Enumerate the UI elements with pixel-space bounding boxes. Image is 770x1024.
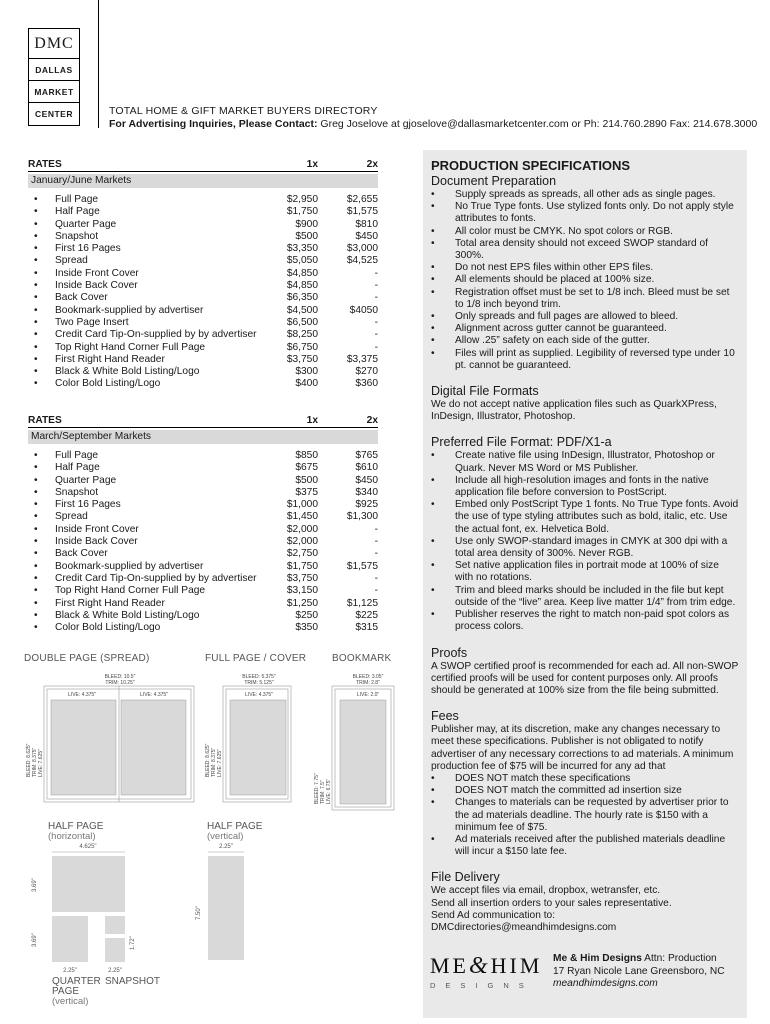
rate-1x: $6,500: [286, 316, 318, 328]
brand-name: Me & Him Designs: [553, 953, 642, 964]
rate-name: Color Bold Listing/Logo: [55, 378, 161, 390]
brand-attn: Attn: Production: [644, 953, 717, 964]
rate-row: [28, 292, 378, 304]
bullet-icon: •: [34, 353, 38, 365]
rate-1x: $1,000: [286, 499, 318, 511]
label-snapshot: SNAPSHOT: [105, 976, 161, 987]
quarter-width: 2.25": [63, 968, 77, 974]
rate-1x: $3,350: [286, 243, 318, 255]
rate-row: [28, 499, 378, 511]
logo-word-center: CENTER: [35, 109, 73, 119]
half-h-width: 4.625": [79, 844, 97, 850]
fees-text: Publisher may, at its discretion, make any changes necessary to meet these specifications. Publisher is not obligated to notify advertiser of any necessary corrections to ad materials. A minimum production fee of $75 will be incurred for any ad that: [431, 724, 734, 772]
rate-name: Full Page: [55, 194, 99, 205]
rate-1x: $4,850: [286, 280, 318, 292]
rates-list: [28, 194, 378, 391]
bookmark-trim: TRIM: 2.8": [356, 680, 380, 686]
bullet-icon: •: [34, 536, 38, 548]
bullet-icon: •: [34, 450, 38, 461]
rate-2x: -: [374, 280, 378, 292]
rate-2x: -: [374, 292, 378, 304]
label-double-page: DOUBLE PAGE (SPREAD): [24, 653, 150, 664]
quarter-label2: PAGE: [52, 986, 80, 997]
rates-title: RATES: [28, 415, 62, 426]
rate-1x: $1,450: [286, 511, 318, 523]
rate-2x: $1,575: [346, 560, 378, 572]
rate-name: Inside Front Cover: [55, 523, 139, 535]
rate-row: [28, 366, 378, 378]
bullet-icon: •: [34, 462, 38, 474]
bullet-icon: •: [34, 609, 38, 621]
rates-title: RATES: [28, 159, 62, 170]
rate-row: [28, 536, 378, 548]
spec-list-item: • Use only SWOP-standard images in CMYK at 300 dpi with a total area density of 300%. Never RGB.: [431, 536, 739, 560]
spec-list-item: • Ad materials received after the published materials deadline will incur a $150 late fee.: [431, 834, 739, 858]
rate-name: Snapshot: [55, 486, 99, 498]
rate-1x: $2,750: [286, 548, 318, 560]
rate-2x: $1,125: [346, 597, 378, 609]
spec-list-item: • Files will print as supplied. Legibility of reversed type under 10 pt. cannot be guaranteed.: [431, 348, 739, 372]
rate-2x: $2,655: [346, 194, 378, 205]
rate-2x: $450: [355, 230, 378, 242]
bullet-icon: •: [34, 572, 38, 584]
rate-name: Snapshot: [55, 230, 99, 242]
rate-row: [28, 511, 378, 523]
brand-web: meandhimdesigns.com: [553, 978, 658, 989]
digital-heading: Digital File Formats: [431, 384, 539, 399]
rates-table-jan-june: [28, 158, 378, 391]
rate-name: First Right Hand Reader: [55, 353, 165, 365]
spec-list-item: • All color must be CMYK. No spot colors or RGB.: [431, 226, 739, 238]
rate-2x: $810: [355, 218, 378, 230]
col-1x: 1x: [306, 415, 318, 426]
brand-street: 17 Ryan Nicole Lane Greensboro, NC: [553, 965, 725, 977]
bullet-icon: •: [34, 622, 38, 634]
rate-row: [28, 268, 378, 280]
rate-1x: $400: [295, 378, 318, 390]
dmc-logo: [28, 28, 80, 126]
rate-name: First Right Hand Reader: [55, 597, 165, 609]
rate-1x: $3,750: [286, 572, 318, 584]
col-1x: 1x: [306, 159, 318, 170]
rate-row: [28, 450, 378, 462]
rate-1x: $8,250: [286, 329, 318, 341]
rate-1x: $300: [295, 366, 318, 378]
half-h-sub: (horizontal): [48, 831, 96, 842]
rate-1x: $3,750: [286, 353, 318, 365]
rates-subtitle: January/June Markets: [28, 174, 378, 188]
specs-title: PRODUCTION SPECIFICATIONS: [431, 158, 631, 173]
spread-live-left: LIVE: 4.375": [68, 692, 96, 698]
rate-name: Credit Card Tip-On-supplied by by advertiser: [55, 572, 257, 584]
spec-list-item: • Publisher reserves the right to match non-paid spot colors as process colors.: [431, 609, 739, 633]
half-h-height: 3.69": [32, 878, 38, 892]
spec-list-item: • Create native file using InDesign, Illustrator, Photoshop or Quark. Never MS Word or MS Publisher.: [431, 450, 739, 474]
rate-name: Top Right Hand Corner Full Page: [55, 341, 206, 353]
bullet-icon: •: [34, 486, 38, 498]
rate-row: [28, 622, 378, 634]
contact-line: [109, 118, 757, 130]
spec-list-item: • Only spreads and full pages are allowed to bleed.: [431, 311, 739, 323]
half-v-sub: (vertical): [207, 831, 244, 842]
bullet-icon: •: [34, 218, 38, 230]
rate-2x: $450: [355, 474, 378, 486]
rate-2x: $610: [355, 462, 378, 474]
spec-list-item: • DOES NOT match the committed ad insertion size: [431, 785, 739, 797]
rate-row: [28, 354, 378, 366]
logo-word-market: MARKET: [29, 81, 79, 103]
rate-row: [28, 255, 378, 267]
rate-name: Bookmark-supplied by advertiser: [55, 304, 204, 316]
half-h-title: HALF PAGE: [48, 821, 104, 832]
snapshot-height: 1.72": [130, 936, 136, 950]
rate-1x: $4,850: [286, 267, 318, 279]
proofs-heading: Proofs: [431, 645, 468, 660]
bullet-icon: •: [34, 280, 38, 292]
rate-name: Black & White Bold Listing/Logo: [55, 366, 200, 378]
rate-name: Half Page: [55, 206, 100, 218]
half-vertical-diagram: [192, 842, 252, 962]
quarter-height: 3.69": [32, 933, 38, 947]
rate-row: [28, 487, 378, 499]
rate-row: [28, 280, 378, 292]
contact-text: Greg Joselove at gjoselove@dallasmarketcenter.com or Ph: 214.760.2890 Fax: 214.678.3000: [320, 118, 758, 130]
rate-1x: $500: [295, 230, 318, 242]
rate-row: [28, 378, 378, 390]
spread-v-bleed: BLEED: 8.625": [26, 743, 32, 777]
spec-list-item: • Alignment across gutter cannot be guaranteed.: [431, 323, 739, 335]
rate-1x: $2,950: [286, 194, 318, 205]
logo-mark: DMC: [29, 29, 79, 59]
full-live: LIVE: 4.375": [245, 692, 273, 698]
half-v-height: 7.50": [196, 906, 202, 920]
bookmark-diagram: [310, 672, 398, 812]
rate-row: [28, 342, 378, 354]
label-half-page-vertical: [207, 822, 262, 842]
rate-row: [28, 329, 378, 341]
spec-list-item: • Include all high-resolution images and fonts in the native application file before conversion to PostScript.: [431, 475, 739, 499]
bullet-icon: •: [34, 548, 38, 560]
rate-row: [28, 598, 378, 610]
spec-list-item: • Allow .25” safety on each side of the gutter.: [431, 335, 739, 347]
rate-row: [28, 317, 378, 329]
doc-prep-heading: Document Preparation: [431, 174, 557, 188]
spec-list-item: • All elements should be placed at 100% size.: [431, 274, 739, 286]
spec-list-item: • No True Type fonts. Use stylized fonts only. Do not apply style attributes to fonts.: [431, 201, 739, 225]
label-bookmark: BOOKMARK: [332, 653, 392, 664]
full-v-bleed: BLEED: 8.625": [205, 743, 211, 777]
rate-1x: $350: [295, 622, 318, 634]
bullet-icon: •: [34, 255, 38, 267]
spec-list-item: • Supply spreads as spreads, all other ads as single pages.: [431, 189, 739, 201]
rate-name: Black & White Bold Listing/Logo: [55, 609, 200, 621]
rate-row: [28, 462, 378, 474]
rate-1x: $3,150: [286, 585, 318, 597]
rate-2x: $1,575: [346, 206, 378, 218]
header-divider: [98, 0, 99, 128]
preferred-heading: Preferred File Format: PDF/X1-a: [431, 435, 612, 450]
rate-name: Inside Front Cover: [55, 267, 139, 279]
bullet-icon: •: [34, 378, 38, 390]
rate-name: Inside Back Cover: [55, 536, 138, 548]
rate-name: Spread: [55, 511, 88, 523]
rates-header: [28, 158, 378, 172]
full-v-trim: TRIM: 8.375": [211, 747, 217, 777]
fees-list: [431, 773, 739, 858]
spec-list-item: • Set native application files in portrait mode at 100% of size with no rotations.: [431, 560, 739, 584]
bookmark-live: LIVE: 2.0": [356, 692, 380, 698]
spread-bleed: BLEED: 10.5": [104, 674, 136, 680]
rate-1x: $2,000: [286, 536, 318, 548]
spread-live-right: LIVE: 4.375": [140, 692, 168, 698]
quarter-label1: QUARTER: [52, 976, 101, 987]
bookmark-v-live: LIVE: 6.75": [326, 778, 332, 804]
spec-list-item: • Changes to materials can be requested by advertiser prior to the ad materials deadline. The hourly rate is $150 with a minimum fee of $75.: [431, 797, 739, 834]
brand-designs: DESIGNS: [430, 981, 534, 990]
rate-name: First 16 Pages: [55, 243, 121, 255]
rates-header: [28, 414, 378, 428]
label-full-page: FULL PAGE / COVER: [205, 653, 307, 664]
rate-row: [28, 194, 378, 206]
snapshot-width: 2.25": [108, 968, 122, 974]
spec-list-item: • Trim and bleed marks should be included in the file but kept outside of the “live” area. Keep live matter 1/4” from trim edge.: [431, 585, 739, 609]
bookmark-bleed: BLEED: 3.05": [352, 674, 384, 680]
rate-2x: -: [374, 572, 378, 584]
bullet-icon: •: [34, 292, 38, 304]
rate-1x: $675: [295, 462, 318, 474]
rate-name: Color Bold Listing/Logo: [55, 622, 161, 634]
rate-row: [28, 305, 378, 317]
half-v-title: HALF PAGE: [207, 821, 263, 832]
rate-2x: $360: [355, 378, 378, 390]
rate-2x: -: [374, 523, 378, 535]
rate-2x: -: [374, 536, 378, 548]
rate-2x: $4,525: [346, 255, 378, 267]
rate-2x: -: [374, 341, 378, 353]
bookmark-v-trim: TRIM: 7.5": [320, 780, 326, 804]
bullet-icon: •: [34, 597, 38, 609]
rate-row: [28, 524, 378, 536]
rate-name: Back Cover: [55, 548, 108, 560]
bullet-icon: •: [34, 329, 38, 341]
spec-list-item: • Registration offset must be set to 1/8 inch. Bleed must be set to 1/8 inch beyond trim.: [431, 287, 739, 311]
bullet-icon: •: [34, 304, 38, 316]
bookmark-v-bleed: BLEED: 7.75": [314, 773, 320, 804]
bullet-icon: •: [34, 560, 38, 572]
fees-heading: Fees: [431, 709, 459, 724]
spread-v-trim: TRIM: 8.375": [32, 747, 38, 777]
bullet-icon: •: [34, 230, 38, 242]
rate-1x: $4,500: [286, 304, 318, 316]
production-specs-panel: [423, 150, 747, 1018]
rate-name: First 16 Pages: [55, 499, 121, 511]
rate-name: Credit Card Tip-On-supplied by by advertiser: [55, 329, 257, 341]
rate-1x: $5,050: [286, 255, 318, 267]
rate-2x: $3,000: [346, 243, 378, 255]
bullet-icon: •: [34, 316, 38, 328]
delivery-line-1: We accept files via email, dropbox, wetransfer, etc.: [431, 885, 661, 897]
half-quarter-snapshot-diagram: [24, 842, 164, 974]
rate-name: Half Page: [55, 462, 100, 474]
spread-diagram: [24, 672, 199, 804]
rate-1x: $2,000: [286, 523, 318, 535]
directory-title: TOTAL HOME & GIFT MARKET BUYERS DIRECTORY: [109, 105, 378, 117]
full-bleed: BLEED: 5.375": [242, 674, 276, 680]
bullet-icon: •: [34, 243, 38, 255]
rate-2x: $4050: [349, 304, 378, 316]
brand-me: ME: [430, 953, 469, 978]
spec-list-item: • Embed only PostScript Type 1 fonts. No True Type fonts. Avoid the use of type styling attributes such as bold, italic, etc. Use the actual font, ex. Helvetica Bold.: [431, 499, 739, 536]
rate-2x: $3,375: [346, 353, 378, 365]
delivery-line-3: Send Ad communication to: DMCdirectories@meandhimdesigns.com: [431, 909, 617, 933]
spec-list-item: • Do not nest EPS files within other EPS files.: [431, 262, 739, 274]
bullet-icon: •: [34, 194, 38, 205]
brand-amp: &: [469, 953, 491, 979]
delivery-line-2: Send all insertion orders to your sales representative.: [431, 897, 672, 909]
full-page-diagram: [203, 672, 293, 804]
rate-1x: $6,750: [286, 341, 318, 353]
rate-row: [28, 231, 378, 243]
rate-2x: $340: [355, 486, 378, 498]
rate-2x: -: [374, 267, 378, 279]
quarter-sub: (vertical): [52, 996, 89, 1007]
logo-word-dallas: DALLAS: [29, 59, 79, 81]
bullet-icon: •: [34, 511, 38, 523]
proofs-text: A SWOP certified proof is recommended for each ad. All non-SWOP certified proofs will be used for content purposes only. All proofs should be generated at 100% size from the file being submitted.: [431, 660, 739, 696]
rate-1x: $1,750: [286, 206, 318, 218]
rate-name: Inside Back Cover: [55, 280, 138, 292]
rate-1x: $900: [295, 218, 318, 230]
digital-text: We do not accept native application files such as QuarkXPress, InDesign, Illustrator, Photoshop.: [431, 399, 717, 423]
rate-2x: -: [374, 329, 378, 341]
rate-name: Back Cover: [55, 292, 108, 304]
rate-row: [28, 475, 378, 487]
rate-2x: $1,300: [346, 511, 378, 523]
rate-2x: $225: [355, 609, 378, 621]
rate-1x: $250: [295, 609, 318, 621]
rate-row: [28, 573, 378, 585]
rate-1x: $500: [295, 474, 318, 486]
me-and-him-logo: [430, 955, 548, 990]
bullet-icon: •: [34, 474, 38, 486]
rate-name: Spread: [55, 255, 88, 267]
rate-1x: $1,250: [286, 597, 318, 609]
bullet-icon: •: [34, 206, 38, 218]
preferred-list: [431, 450, 739, 633]
bullet-icon: •: [34, 341, 38, 353]
rate-1x: $375: [295, 486, 318, 498]
rate-2x: -: [374, 548, 378, 560]
col-2x: 2x: [366, 159, 378, 170]
rate-2x: $270: [355, 366, 378, 378]
rate-row: [28, 561, 378, 573]
spec-list-item: • DOES NOT match these specifications: [431, 773, 739, 785]
rate-name: Quarter Page: [55, 474, 117, 486]
spread-trim: TRIM: 10.25": [105, 680, 135, 686]
rate-row: [28, 585, 378, 597]
rate-row: [28, 610, 378, 622]
brand-address: [553, 953, 725, 991]
bullet-icon: •: [34, 523, 38, 535]
rate-1x: $6,350: [286, 292, 318, 304]
doc-prep-list: [431, 189, 739, 372]
rate-name: Full Page: [55, 450, 99, 461]
delivery-heading: File Delivery: [431, 870, 500, 885]
rate-2x: -: [374, 316, 378, 328]
rate-row: [28, 219, 378, 231]
bullet-icon: •: [34, 366, 38, 378]
rate-row: [28, 548, 378, 560]
rate-name: Quarter Page: [55, 218, 117, 230]
label-quarter-page: [52, 977, 101, 1007]
bullet-icon: •: [34, 585, 38, 597]
rate-row: [28, 206, 378, 218]
spread-v-live: LIVE: 7.625": [38, 749, 44, 777]
rate-2x: -: [374, 585, 378, 597]
brand-him: HIM: [490, 953, 543, 978]
rate-2x: $925: [355, 499, 378, 511]
rate-row: [28, 243, 378, 255]
rate-2x: $315: [355, 622, 378, 634]
contact-label: For Advertising Inquiries, Please Contact:: [109, 118, 318, 130]
rate-2x: $765: [355, 450, 378, 461]
rates-list: [28, 450, 378, 634]
rates-subtitle: March/September Markets: [28, 430, 378, 444]
full-trim: TRIM: 5.125": [244, 680, 274, 686]
rates-table-mar-sept: [28, 414, 378, 634]
rate-1x: $1,750: [286, 560, 318, 572]
rate-name: Top Right Hand Corner Full Page: [55, 585, 206, 597]
full-v-live: LIVE: 7.625": [217, 749, 223, 777]
rate-name: Bookmark-supplied by advertiser: [55, 560, 204, 572]
col-2x: 2x: [366, 415, 378, 426]
spec-list-item: • Total area density should not exceed SWOP standard of 300%.: [431, 238, 739, 262]
bullet-icon: •: [34, 499, 38, 511]
half-v-width: 2.25": [219, 844, 233, 850]
bullet-icon: •: [34, 267, 38, 279]
label-half-page-horizontal: [48, 822, 103, 842]
rate-name: Two Page Insert: [55, 316, 129, 328]
rate-1x: $850: [295, 450, 318, 461]
